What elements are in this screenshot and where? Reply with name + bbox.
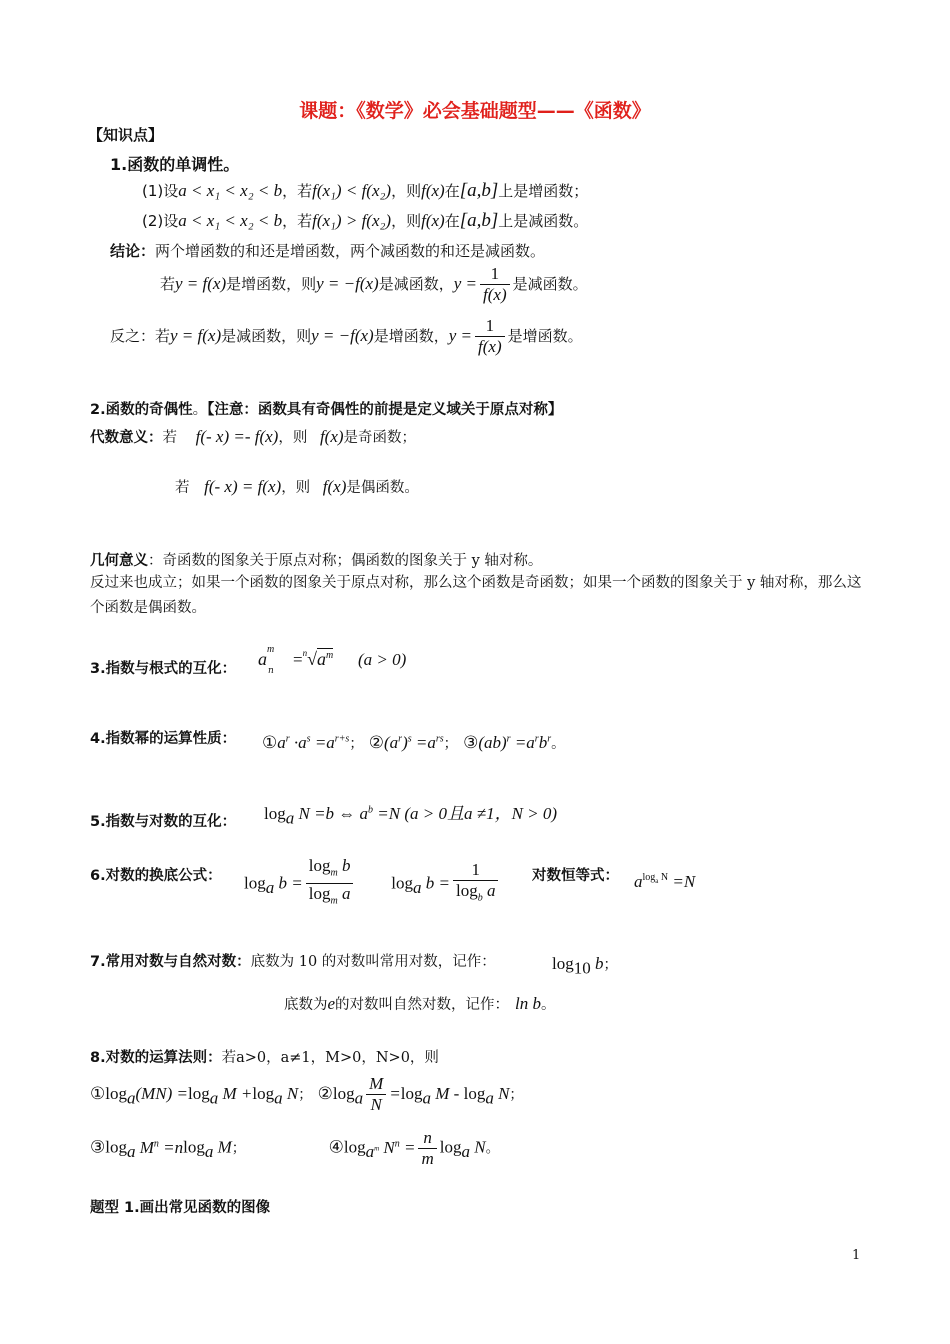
s7-log10: $\log_{10} b$；: [552, 954, 618, 978]
knowledge-header: 【知识点】: [88, 126, 164, 144]
s8-rules-row2: $③\log_a$ $M^n =nlog_a$ M； $④\log_{a^m}$ $N^n$ = $\frac{n}{m}$ $\log_a N$。: [90, 1127, 500, 1168]
fraction: $\frac{1}{f(x)}$: [475, 316, 505, 357]
s2-heading: 2.函数的奇偶性。【注意：函数具有奇偶性的前提是定义域关于原点对称】: [90, 402, 563, 418]
s1-line2: (2)设a < x₁ < x₂ < b，若f(x₁) > f(x₂)，则f(x)在[a,b]上是减函数。: [142, 210, 589, 231]
s1-line1: (1)设a < x₁ < x₂ < b，若f(x₁) < f(x₂)，则f(x)在[a,b]上是增函数；: [142, 180, 589, 201]
s1-corollary-2: 反之：若y = f(x)是减函数，则y = −f(x)是增函数，y = $\frac{1}{f(x)}$ 是增函数。: [110, 316, 583, 356]
page-title: 课题：《数学》必会基础题型——《函数》: [299, 100, 651, 122]
s4-formula: $①a^r \cdot a^s =a^{r+s}$； $②(a^r)^s =a^{rs}$； ③(ab)$^r$ $=a^rb^r$。: [262, 733, 566, 752]
s8-rules-row1: $①\log_a(MN) =\log_a$ $M +\log_a$ N； $②\log_a$ $\frac{M}{N}$ $=\log_a$ M - $\log_a N$；: [90, 1074, 524, 1114]
s7-line1: 7.常用对数与自然对数：底数为 10 的对数叫常用对数，记作：: [90, 954, 496, 970]
s8-heading: 8.对数的运算法则：若a>0，a≠1，M>0，N>0，则: [90, 1050, 439, 1066]
s1-conclusion: 结论：两个增函数的和还是增函数，两个减函数的和还是减函数。: [110, 242, 546, 260]
s1-heading: 1.函数的单调性。: [110, 155, 240, 174]
s6-identity: $a^{log_a N} =N$: [634, 872, 696, 891]
s2-algebraic-row1: 代数意义：若 f(- x) =- f(x)，则 f(x)是奇函数；: [90, 427, 417, 446]
s6-change-of-base: $\log_a b$ = $\frac{\log_m b}{\log_m a}$ $\log_a b$ = $\frac{1}{\log_b a}$: [244, 856, 501, 912]
s3-heading: 3.指数与根式的互化：: [90, 661, 237, 677]
s6-identity-label: 对数恒等式：: [532, 868, 619, 884]
s5-heading: 5.指数与对数的互化：: [90, 814, 237, 830]
s2-geometric: 几何意义：奇函数的图象关于原点对称；偶函数的图象关于 y 轴对称。: [90, 553, 543, 569]
s3-formula: $a^m$ n $=^n√a^m$ (a > 0): [258, 644, 407, 676]
s6-heading: 6.对数的换底公式：: [90, 868, 222, 884]
s5-formula: $\log_a N =b$ ⇔ $a^b =N$ (a > 0且a ≠1，N > 0): [264, 804, 558, 828]
fraction: $\frac{1}{f(x)}$: [480, 264, 510, 305]
s2-geometric-converse: 反过来也成立；如果一个函数的图象关于原点对称，那么这个函数是奇函数；如果一个函数的图象关于 y 轴对称，那么这个函数是偶函数。: [90, 575, 862, 616]
s7-line2: 底数为e的对数叫自然对数，记作： ln b。: [284, 994, 556, 1013]
s4-heading: 4.指数幂的运算性质：: [90, 731, 237, 747]
type1-heading: 题型 1.画出常见函数的图像: [90, 1200, 271, 1216]
s2-algebraic-row2: 若 f(- x) = f(x)，则 f(x)是偶函数。: [175, 477, 419, 496]
page-number: 1: [852, 1248, 861, 1263]
s1-corollary-1: 若y = f(x)是增函数，则y = −f(x)是减函数，y = $\frac{1}{f(x)}$ 是减函数。: [160, 264, 588, 304]
